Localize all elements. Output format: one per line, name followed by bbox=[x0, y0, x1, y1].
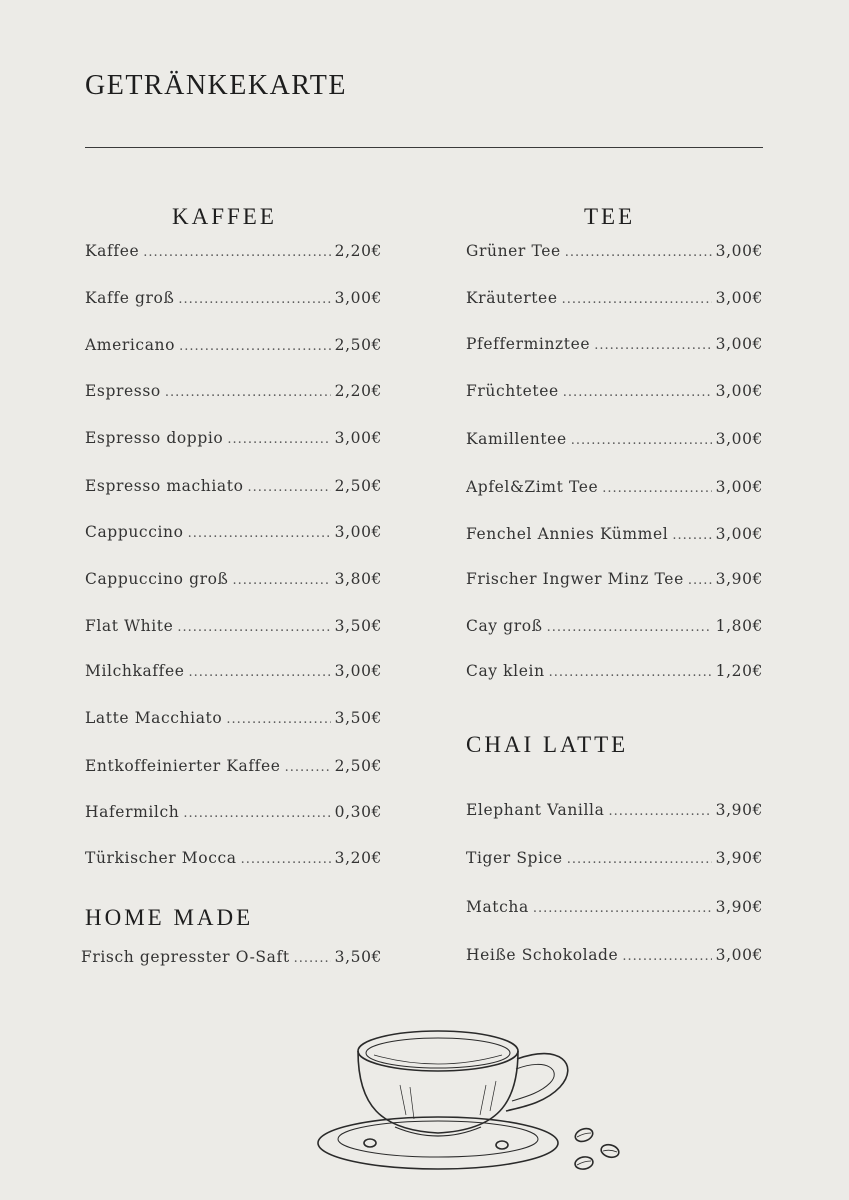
dot-leader bbox=[189, 665, 331, 680]
item-name: Fenchel Annies Kümmel bbox=[466, 525, 669, 543]
item-name: Türkischer Mocca bbox=[85, 849, 237, 867]
chai-latte-heading: CHAI LATTE bbox=[466, 732, 629, 757]
item-price: 3,20€ bbox=[334, 849, 382, 867]
menu-item bbox=[85, 617, 382, 639]
item-name: Früchtetee bbox=[466, 382, 559, 400]
item-price: 3,00€ bbox=[334, 289, 382, 307]
item-price: 3,80€ bbox=[334, 570, 382, 588]
menu-item bbox=[85, 477, 382, 499]
dot-leader bbox=[165, 385, 331, 400]
dot-leader bbox=[688, 573, 712, 588]
item-price: 3,00€ bbox=[715, 382, 763, 400]
item-price: 1,80€ bbox=[715, 617, 763, 635]
item-name: Kräutertee bbox=[466, 289, 558, 307]
menu-item bbox=[85, 523, 382, 545]
item-price: 3,90€ bbox=[715, 801, 763, 819]
menu-item bbox=[466, 335, 763, 357]
dot-leader bbox=[563, 385, 712, 400]
menu-item bbox=[466, 849, 763, 871]
item-price: 3,90€ bbox=[715, 898, 763, 916]
item-price: 2,20€ bbox=[334, 382, 382, 400]
item-name: Frisch gepresster O-Saft bbox=[81, 948, 290, 966]
menu-item bbox=[85, 336, 382, 358]
item-name: Kamillentee bbox=[466, 430, 567, 448]
item-price: 3,00€ bbox=[715, 946, 763, 964]
dot-leader bbox=[233, 573, 331, 588]
coffee-cup-icon bbox=[310, 1015, 630, 1185]
item-price: 3,50€ bbox=[334, 617, 382, 635]
menu-item bbox=[85, 429, 382, 451]
tee-heading: TEE bbox=[584, 204, 636, 229]
dot-leader bbox=[672, 528, 711, 543]
dot-leader bbox=[177, 620, 330, 635]
item-price: 3,00€ bbox=[715, 525, 763, 543]
dot-leader bbox=[562, 292, 712, 307]
dot-leader bbox=[571, 433, 712, 448]
item-price: 3,00€ bbox=[715, 289, 763, 307]
menu-item bbox=[466, 662, 763, 684]
title-divider bbox=[85, 147, 763, 148]
dot-leader bbox=[622, 949, 711, 964]
dot-leader bbox=[227, 432, 330, 447]
menu-item bbox=[85, 242, 382, 264]
dot-leader bbox=[567, 852, 712, 867]
item-price: 3,00€ bbox=[715, 430, 763, 448]
item-name: Entkoffeinierter Kaffee bbox=[85, 757, 281, 775]
menu-item bbox=[466, 801, 763, 823]
dot-leader bbox=[188, 526, 331, 541]
item-name: Kaffe groß bbox=[85, 289, 175, 307]
item-price: 3,00€ bbox=[334, 429, 382, 447]
item-name: Kaffee bbox=[85, 242, 140, 260]
dot-leader bbox=[533, 901, 712, 916]
item-name: Cappuccino bbox=[85, 523, 184, 541]
item-name: Hafermilch bbox=[85, 803, 180, 821]
menu-item bbox=[85, 709, 382, 731]
dot-leader bbox=[285, 760, 331, 775]
item-name: Elephant Vanilla bbox=[466, 801, 605, 819]
menu-item bbox=[85, 289, 382, 311]
dot-leader bbox=[226, 712, 330, 727]
item-name: Espresso bbox=[85, 382, 161, 400]
dot-leader bbox=[183, 806, 330, 821]
item-price: 1,20€ bbox=[715, 662, 763, 680]
item-price: 3,00€ bbox=[715, 478, 763, 496]
menu-item bbox=[466, 570, 763, 592]
item-name: Americano bbox=[85, 336, 176, 354]
dot-leader bbox=[241, 852, 331, 867]
dot-leader bbox=[248, 480, 331, 495]
menu-item bbox=[466, 898, 763, 920]
dot-leader bbox=[594, 338, 711, 353]
menu-item bbox=[85, 849, 382, 871]
item-name: Cay klein bbox=[466, 662, 545, 680]
item-name: Flat White bbox=[85, 617, 174, 635]
item-name: Apfel&Zimt Tee bbox=[466, 478, 599, 496]
menu-item bbox=[466, 289, 763, 311]
menu-item bbox=[466, 242, 763, 264]
item-name: Matcha bbox=[466, 898, 529, 916]
item-price: 2,50€ bbox=[334, 477, 382, 495]
item-name: Tiger Spice bbox=[466, 849, 563, 867]
menu-item bbox=[466, 617, 763, 639]
page-title: GETRÄNKEKARTE bbox=[85, 70, 348, 101]
item-price: 2,20€ bbox=[334, 242, 382, 260]
menu-item bbox=[85, 382, 382, 404]
dot-leader bbox=[602, 481, 711, 496]
item-price: 3,50€ bbox=[334, 948, 382, 966]
item-price: 3,50€ bbox=[334, 709, 382, 727]
item-price: 3,00€ bbox=[715, 242, 763, 260]
menu-item bbox=[466, 525, 763, 547]
item-name: Cay groß bbox=[466, 617, 543, 635]
item-name: Cappuccino groß bbox=[85, 570, 229, 588]
item-price: 3,00€ bbox=[334, 523, 382, 541]
item-name: Milchkaffee bbox=[85, 662, 185, 680]
item-price: 3,00€ bbox=[715, 335, 763, 353]
menu-item bbox=[85, 803, 382, 825]
item-name: Espresso doppio bbox=[85, 429, 224, 447]
item-price: 0,30€ bbox=[334, 803, 382, 821]
item-price: 2,50€ bbox=[334, 757, 382, 775]
item-price: 2,50€ bbox=[334, 336, 382, 354]
menu-item bbox=[466, 478, 763, 500]
dot-leader bbox=[547, 620, 712, 635]
item-name: Pfefferminztee bbox=[466, 335, 591, 353]
menu-item bbox=[85, 757, 382, 779]
item-price: 3,90€ bbox=[715, 570, 763, 588]
menu-item bbox=[466, 946, 763, 968]
dot-leader bbox=[549, 665, 712, 680]
item-price: 3,00€ bbox=[334, 662, 382, 680]
menu-item bbox=[85, 570, 382, 592]
item-name: Frischer Ingwer Minz Tee bbox=[466, 570, 684, 588]
item-name: Grüner Tee bbox=[466, 242, 561, 260]
menu-item bbox=[85, 662, 382, 684]
kaffee-heading: KAFFEE bbox=[172, 204, 277, 229]
dot-leader bbox=[179, 339, 331, 354]
menu-item bbox=[466, 382, 763, 404]
item-name: Heiße Schokolade bbox=[466, 946, 619, 964]
dot-leader bbox=[178, 292, 330, 307]
home-made-heading: HOME MADE bbox=[85, 905, 254, 930]
item-name: Latte Macchiato bbox=[85, 709, 223, 727]
menu-item bbox=[466, 430, 763, 452]
item-price: 3,90€ bbox=[715, 849, 763, 867]
dot-leader bbox=[608, 804, 711, 819]
dot-leader bbox=[143, 245, 330, 260]
item-name: Espresso machiato bbox=[85, 477, 244, 495]
dot-leader bbox=[565, 245, 712, 260]
dot-leader bbox=[294, 951, 331, 966]
menu-item bbox=[81, 948, 382, 970]
